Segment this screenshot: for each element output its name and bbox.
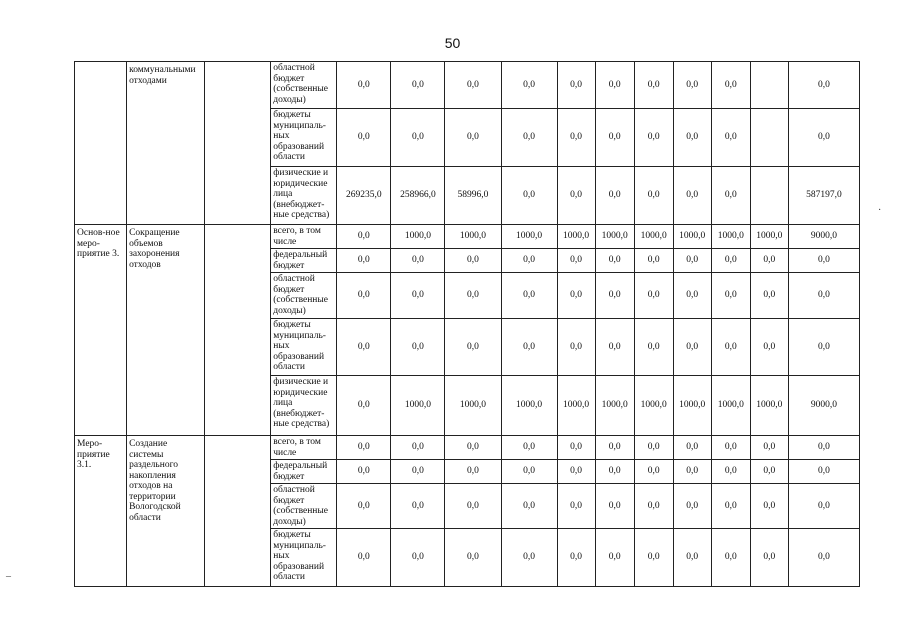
value-cell: 0,0 (595, 273, 634, 319)
margin-dash: – (6, 571, 11, 582)
value-cell: 0,0 (391, 484, 445, 529)
value-cell: 0,0 (711, 109, 750, 167)
value-cell: 9000,0 (788, 225, 859, 249)
value-cell: 0,0 (634, 484, 673, 529)
value-cell: 0,0 (391, 62, 445, 109)
funding-source: областной бюджет (собственные доходы) (271, 484, 337, 529)
value-cell: 0,0 (750, 460, 788, 484)
value-cell: 0,0 (634, 273, 673, 319)
value-cell: 0,0 (595, 529, 634, 587)
value-cell: 0,0 (750, 436, 788, 460)
event-executor (205, 62, 271, 225)
value-cell: 0,0 (501, 319, 557, 376)
value-cell: 0,0 (337, 273, 391, 319)
value-cell: 0,0 (337, 109, 391, 167)
value-cell: 1000,0 (501, 225, 557, 249)
value-cell: 1000,0 (711, 376, 750, 436)
funding-table (74, 61, 860, 587)
value-cell: 1000,0 (557, 376, 595, 436)
value-cell: 0,0 (711, 529, 750, 587)
value-cell: 1000,0 (711, 225, 750, 249)
event-executor (205, 436, 271, 587)
value-cell: 0,0 (557, 460, 595, 484)
value-cell: 0,0 (788, 273, 859, 319)
value-cell: 0,0 (445, 273, 501, 319)
funding-source: бюджеты муниципаль-ных образований области (271, 109, 337, 167)
table-row (75, 225, 860, 249)
value-cell: 0,0 (337, 436, 391, 460)
value-cell: 0,0 (711, 484, 750, 529)
value-cell: 0,0 (711, 460, 750, 484)
value-cell: 0,0 (557, 436, 595, 460)
value-cell: 0,0 (595, 249, 634, 273)
value-cell: 1000,0 (750, 225, 788, 249)
value-cell: 0,0 (788, 529, 859, 587)
value-cell: 0,0 (673, 460, 711, 484)
value-cell: 0,0 (557, 62, 595, 109)
value-cell: 0,0 (595, 460, 634, 484)
value-cell: 1000,0 (595, 225, 634, 249)
funding-source: физические и юридические лица (внебюджет-ные средства) (271, 167, 337, 225)
value-cell: 1000,0 (634, 376, 673, 436)
value-cell: 9000,0 (788, 376, 859, 436)
value-cell: 0,0 (634, 62, 673, 109)
value-cell: 0,0 (501, 273, 557, 319)
value-cell: 0,0 (337, 460, 391, 484)
margin-dot: · (878, 205, 882, 216)
value-cell: 0,0 (711, 62, 750, 109)
value-cell: 0,0 (391, 109, 445, 167)
value-cell: 587197,0 (788, 167, 859, 225)
value-cell: 269235,0 (337, 167, 391, 225)
value-cell: 0,0 (788, 109, 859, 167)
value-cell: 0,0 (337, 249, 391, 273)
value-cell: 1000,0 (673, 225, 711, 249)
value-cell: 0,0 (337, 319, 391, 376)
value-cell: 0,0 (673, 529, 711, 587)
value-cell: 0,0 (501, 484, 557, 529)
value-cell: 0,0 (445, 460, 501, 484)
value-cell: 58996,0 (445, 167, 501, 225)
value-cell: 0,0 (445, 436, 501, 460)
value-cell: 0,0 (557, 529, 595, 587)
value-cell: 0,0 (595, 109, 634, 167)
funding-source: бюджеты муниципаль-ных образований области (271, 319, 337, 376)
value-cell: 0,0 (750, 484, 788, 529)
value-cell: 0,0 (750, 319, 788, 376)
value-cell: 0,0 (445, 109, 501, 167)
value-cell: 0,0 (501, 167, 557, 225)
value-cell: 0,0 (634, 529, 673, 587)
value-cell: 0,0 (595, 484, 634, 529)
value-cell: 1000,0 (595, 376, 634, 436)
value-cell: 0,0 (673, 436, 711, 460)
event-code: Меро-приятие 3.1. (75, 436, 127, 587)
value-cell: 1000,0 (445, 376, 501, 436)
value-cell: 0,0 (391, 273, 445, 319)
value-cell: 0,0 (501, 529, 557, 587)
value-cell: 1000,0 (750, 376, 788, 436)
value-cell: 0,0 (391, 529, 445, 587)
value-cell: 0,0 (711, 167, 750, 225)
value-cell: 0,0 (557, 167, 595, 225)
value-cell: 0,0 (557, 273, 595, 319)
value-cell: 0,0 (391, 319, 445, 376)
value-cell: 0,0 (634, 436, 673, 460)
value-cell: 0,0 (501, 249, 557, 273)
event-name: Сокращение объемов захоронения отходов (127, 225, 205, 436)
value-cell: 0,0 (391, 249, 445, 273)
value-cell: 0,0 (673, 319, 711, 376)
table-row (75, 436, 860, 460)
event-name: Создание системы раздельного накопления отходов на территории Вологодской области (127, 436, 205, 587)
value-cell: 0,0 (634, 249, 673, 273)
value-cell: 0,0 (595, 319, 634, 376)
value-cell: 0,0 (391, 436, 445, 460)
value-cell: 0,0 (337, 484, 391, 529)
funding-source: областной бюджет (собственные доходы) (271, 62, 337, 109)
value-cell: 258966,0 (391, 167, 445, 225)
value-cell: 0,0 (673, 273, 711, 319)
value-cell: 0,0 (634, 167, 673, 225)
value-cell: 0,0 (501, 62, 557, 109)
value-cell: 1000,0 (673, 376, 711, 436)
value-cell: 0,0 (750, 529, 788, 587)
value-cell: 0,0 (557, 319, 595, 376)
value-cell: 0,0 (445, 529, 501, 587)
value-cell: 0,0 (711, 436, 750, 460)
value-cell (750, 109, 788, 167)
value-cell: 0,0 (673, 484, 711, 529)
value-cell: 0,0 (557, 109, 595, 167)
value-cell: 0,0 (788, 319, 859, 376)
value-cell: 0,0 (673, 109, 711, 167)
value-cell: 0,0 (673, 249, 711, 273)
value-cell: 0,0 (595, 436, 634, 460)
value-cell: 0,0 (337, 529, 391, 587)
value-cell: 0,0 (501, 436, 557, 460)
table-row (75, 62, 860, 109)
event-code: Основ-ное меро-приятие 3. (75, 225, 127, 436)
value-cell: 0,0 (634, 319, 673, 376)
page-number: 50 (444, 35, 461, 51)
value-cell: 1000,0 (445, 225, 501, 249)
value-cell (750, 62, 788, 109)
value-cell: 1000,0 (391, 225, 445, 249)
value-cell: 0,0 (673, 62, 711, 109)
value-cell: 0,0 (788, 436, 859, 460)
value-cell: 0,0 (788, 62, 859, 109)
event-code (75, 62, 127, 225)
value-cell: 0,0 (595, 62, 634, 109)
value-cell: 0,0 (711, 319, 750, 376)
value-cell: 1000,0 (501, 376, 557, 436)
funding-source: федеральный бюджет (271, 249, 337, 273)
value-cell: 0,0 (634, 109, 673, 167)
funding-source: всего, в том числе (271, 436, 337, 460)
value-cell: 0,0 (750, 249, 788, 273)
value-cell: 0,0 (337, 376, 391, 436)
value-cell: 0,0 (445, 62, 501, 109)
value-cell: 0,0 (337, 225, 391, 249)
value-cell: 0,0 (557, 484, 595, 529)
value-cell: 0,0 (391, 460, 445, 484)
event-executor (205, 225, 271, 436)
value-cell: 0,0 (595, 167, 634, 225)
value-cell: 0,0 (337, 62, 391, 109)
value-cell: 0,0 (673, 167, 711, 225)
value-cell: 1000,0 (391, 376, 445, 436)
value-cell (750, 167, 788, 225)
funding-source: федеральный бюджет (271, 460, 337, 484)
value-cell: 0,0 (445, 484, 501, 529)
value-cell: 0,0 (634, 460, 673, 484)
funding-source: физические и юридические лица (внебюджет-ные средства) (271, 376, 337, 436)
value-cell: 0,0 (445, 319, 501, 376)
value-cell: 0,0 (750, 273, 788, 319)
value-cell: 0,0 (445, 249, 501, 273)
value-cell: 0,0 (711, 249, 750, 273)
value-cell: 0,0 (557, 249, 595, 273)
event-name: коммунальными отходами (127, 62, 205, 225)
value-cell: 0,0 (501, 109, 557, 167)
funding-source: всего, в том числе (271, 225, 337, 249)
funding-source: бюджеты муниципаль-ных образований области (271, 529, 337, 587)
funding-source: областной бюджет (собственные доходы) (271, 273, 337, 319)
value-cell: 0,0 (788, 460, 859, 484)
value-cell: 1000,0 (557, 225, 595, 249)
value-cell: 0,0 (788, 249, 859, 273)
value-cell: 0,0 (711, 273, 750, 319)
value-cell: 0,0 (501, 460, 557, 484)
value-cell: 0,0 (788, 484, 859, 529)
value-cell: 1000,0 (634, 225, 673, 249)
